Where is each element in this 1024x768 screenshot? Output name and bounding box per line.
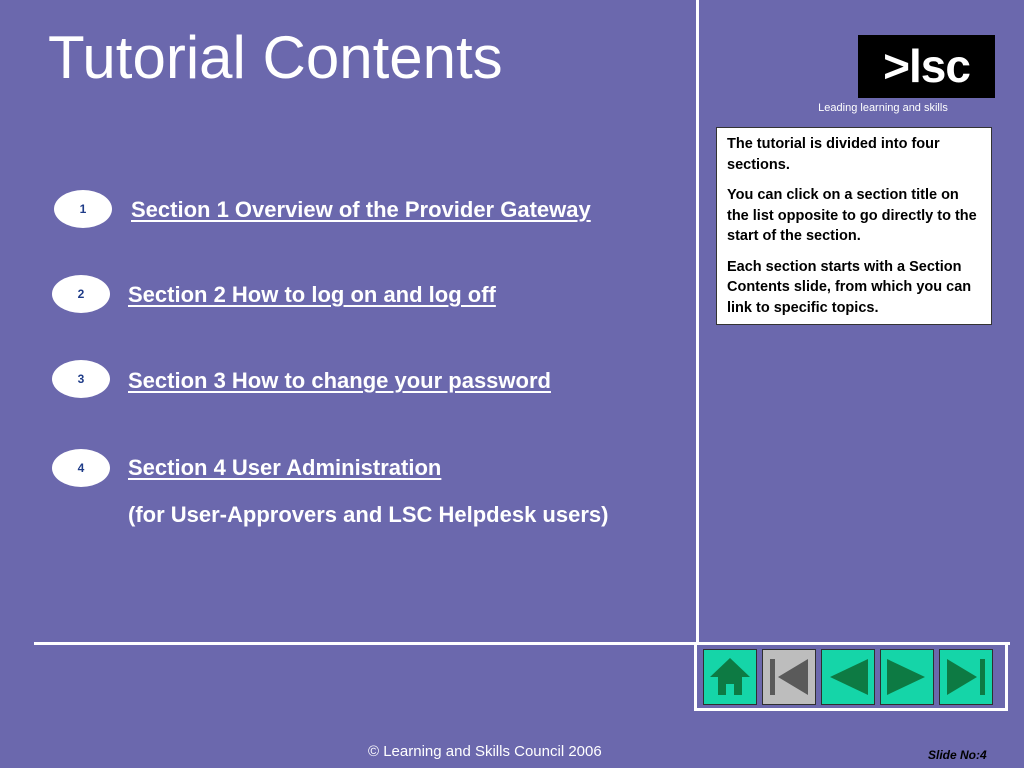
copyright-footer: © Learning and Skills Council 2006 [368,743,602,760]
first-slide-button[interactable] [762,649,816,705]
next-icon [885,655,929,699]
page-title: Tutorial Contents [48,24,503,91]
divider-vertical-main [696,0,699,644]
info-paragraph: You can click on a section title on the list opposite to go directly to the start of the section. [727,187,977,244]
section-2-link[interactable]: Section 2 How to log on and log off [128,282,496,307]
previous-slide-button[interactable] [821,649,875,705]
section-3-badge: 3 [52,360,110,398]
section-1-link[interactable]: Section 1 Overview of the Provider Gateway [131,197,591,222]
info-paragraph: Each section starts with a Section Contents slide, from which you can link to specific topics. [727,258,972,316]
logo-tagline: Leading learning and skills [818,102,948,114]
slide-number: Slide No:4 [928,748,987,762]
lsc-logo: >lsc [858,35,995,98]
divider-vertical-nav [694,644,697,710]
section-4-badge: 4 [52,449,110,487]
section-2-badge: 2 [52,275,110,313]
divider-horizontal [34,642,1010,645]
section-4-link[interactable]: Section 4 User Administration [128,455,442,480]
home-icon [708,655,752,699]
last-slide-icon [944,655,988,699]
section-1-badge: 1 [54,190,112,228]
divider-nav-bottom [694,708,1008,711]
next-slide-button[interactable] [880,649,934,705]
section-3-link[interactable]: Section 3 How to change your password [128,368,551,393]
section-4-note: (for User-Approvers and LSC Helpdesk users) [128,502,609,527]
slide-navigation [703,649,993,707]
last-slide-button[interactable] [939,649,993,705]
info-box [716,127,992,325]
first-slide-icon [767,655,811,699]
home-button[interactable] [703,649,757,705]
divider-nav-right [1005,644,1008,710]
previous-icon [826,655,870,699]
info-paragraph: The tutorial is divided into four sections. [727,136,940,173]
